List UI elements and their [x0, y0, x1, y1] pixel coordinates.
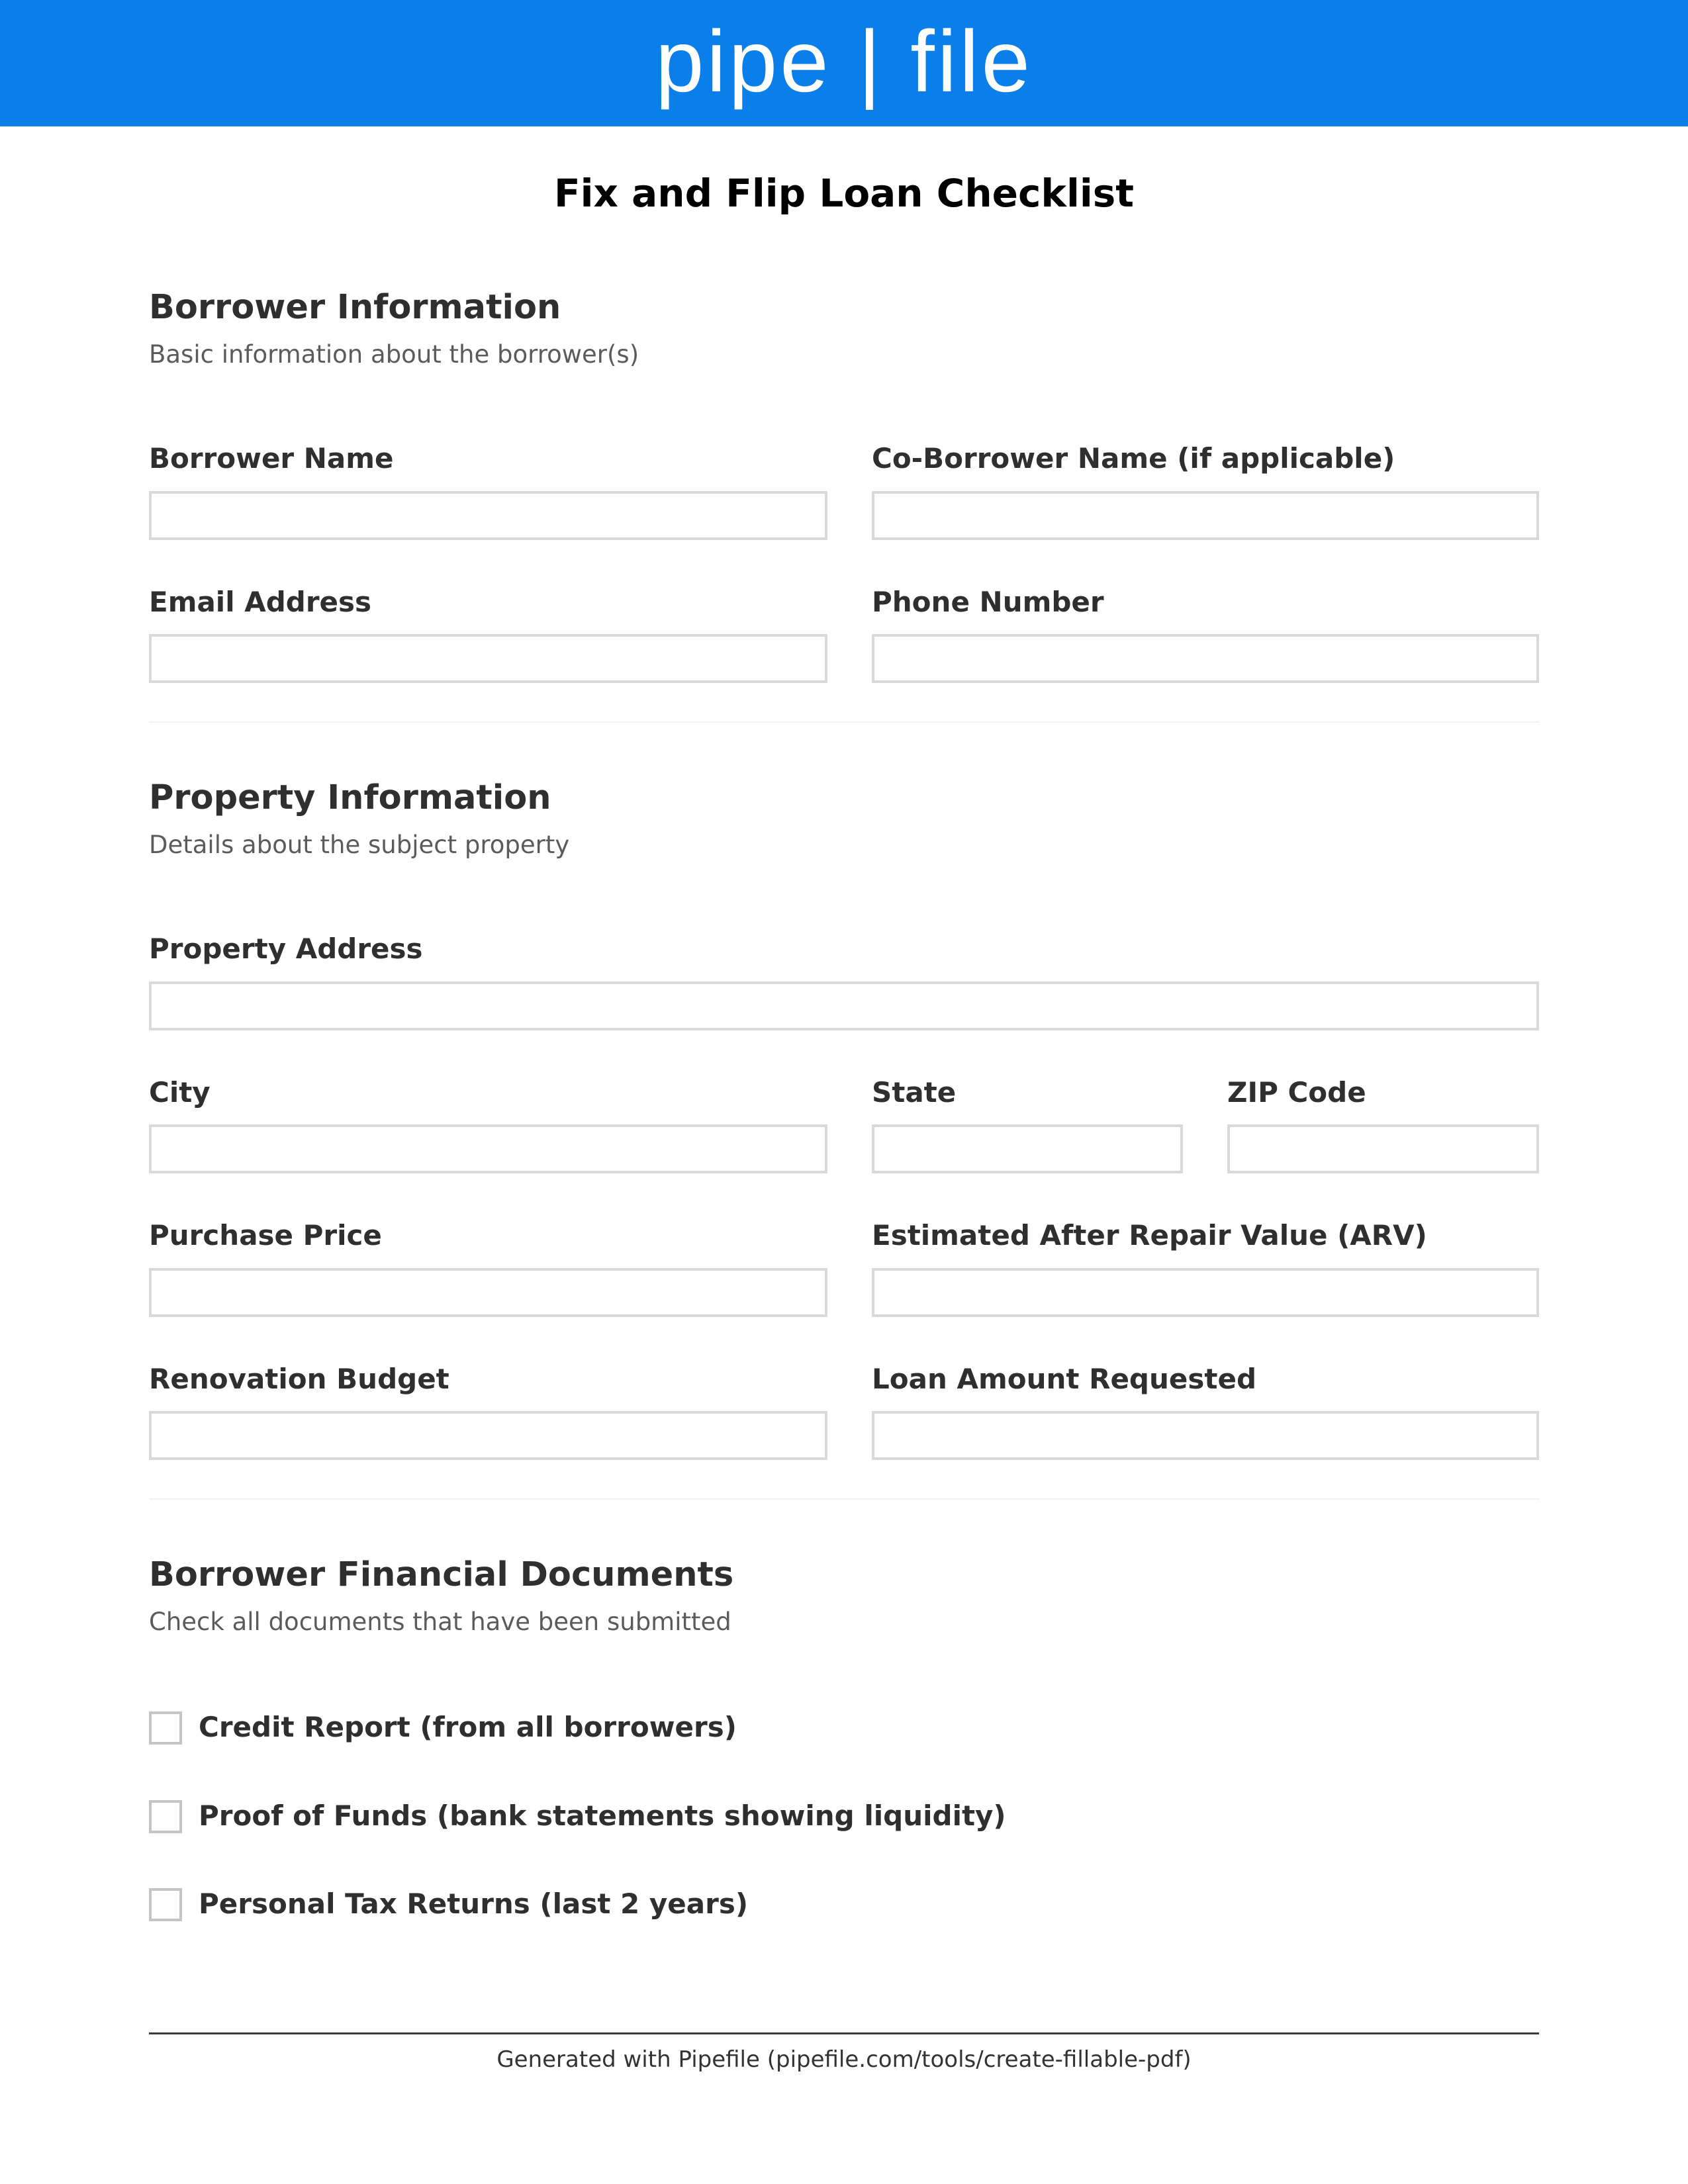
- state-field[interactable]: [872, 1124, 1183, 1173]
- borrower-name-field[interactable]: [149, 491, 827, 540]
- email-label: Email Address: [149, 586, 372, 618]
- tax-returns-label: Personal Tax Returns (last 2 years): [199, 1888, 749, 1920]
- loan-amount-label: Loan Amount Requested: [872, 1363, 1257, 1395]
- zip-code-field[interactable]: [1227, 1124, 1539, 1173]
- phone-field[interactable]: [872, 634, 1539, 683]
- footer-text: Generated with Pipefile (pipefile.com/tools/create-fillable-pdf): [496, 2046, 1192, 2073]
- page-title: Fix and Flip Loan Checklist: [554, 171, 1134, 216]
- state-label: State: [872, 1076, 957, 1109]
- section-title-borrower: Borrower Information: [149, 288, 561, 327]
- credit-report-checkbox[interactable]: [149, 1711, 182, 1745]
- city-label: City: [149, 1076, 211, 1109]
- renovation-budget-label: Renovation Budget: [149, 1363, 449, 1395]
- section-title-property: Property Information: [149, 778, 551, 817]
- email-field[interactable]: [149, 634, 827, 683]
- property-address-label: Property Address: [149, 933, 423, 965]
- borrower-name-label: Borrower Name: [149, 442, 394, 475]
- property-address-field[interactable]: [149, 981, 1539, 1030]
- phone-label: Phone Number: [872, 586, 1104, 618]
- section-subtitle-property: Details about the subject property: [149, 831, 570, 859]
- purchase-price-label: Purchase Price: [149, 1219, 382, 1251]
- brand-logo: pipe | file: [655, 12, 1033, 110]
- proof-of-funds-checkbox[interactable]: [149, 1800, 182, 1833]
- section-subtitle-documents: Check all documents that have been submitted: [149, 1608, 731, 1636]
- loan-amount-field[interactable]: [872, 1411, 1539, 1460]
- arv-label: Estimated After Repair Value (ARV): [872, 1219, 1427, 1251]
- footer-rule: [149, 2032, 1539, 2034]
- section-divider: [149, 721, 1539, 723]
- section-title-documents: Borrower Financial Documents: [149, 1555, 734, 1594]
- zip-code-label: ZIP Code: [1227, 1076, 1366, 1109]
- header-bar: [0, 0, 1688, 126]
- purchase-price-field[interactable]: [149, 1268, 827, 1317]
- section-subtitle-borrower: Basic information about the borrower(s): [149, 340, 639, 369]
- arv-field[interactable]: [872, 1268, 1539, 1317]
- tax-returns-checkbox[interactable]: [149, 1888, 182, 1921]
- proof-of-funds-label: Proof of Funds (bank statements showing liquidity): [199, 1799, 1006, 1832]
- co-borrower-name-field[interactable]: [872, 491, 1539, 540]
- city-field[interactable]: [149, 1124, 827, 1173]
- renovation-budget-field[interactable]: [149, 1411, 827, 1460]
- co-borrower-name-label: Co-Borrower Name (if applicable): [872, 442, 1395, 475]
- credit-report-label: Credit Report (from all borrowers): [199, 1711, 737, 1743]
- section-divider: [149, 1498, 1539, 1500]
